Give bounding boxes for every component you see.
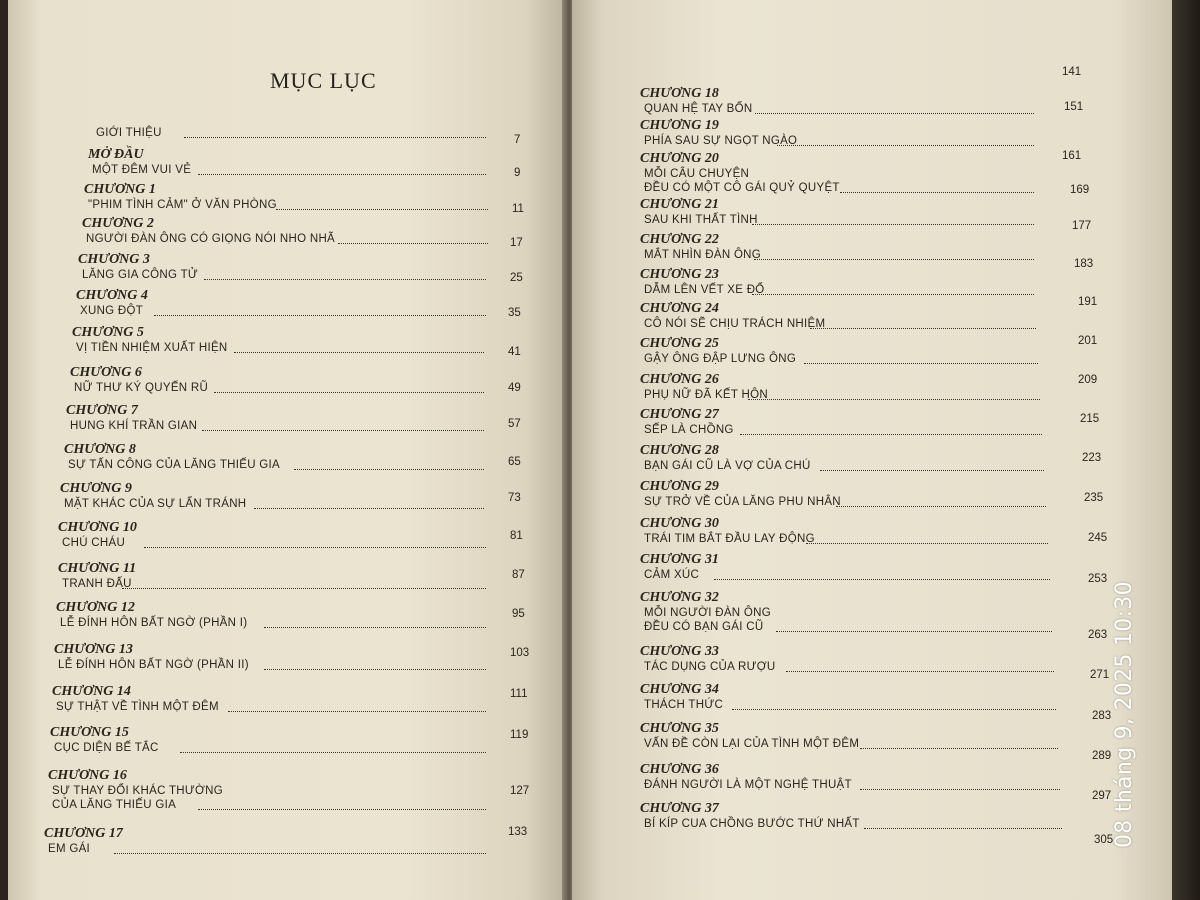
toc-page-number: 151 <box>1064 101 1084 113</box>
toc-entry-title-line: VỊ TIỀN NHIỆM XUẤT HIỆN <box>76 342 228 354</box>
toc-entry-title-line: CHÚ CHÁU <box>62 537 126 549</box>
toc-entry-title <box>644 495 841 509</box>
toc-entry-title-line: BẠN GÁI CŨ LÀ VỢ CỦA CHÚ <box>644 460 811 472</box>
toc-leader-dots <box>254 507 484 509</box>
toc-leader-dots <box>864 827 1062 829</box>
toc-leader-dots <box>214 391 484 393</box>
toc-leader-dots <box>810 327 1036 329</box>
toc-page-number: 127 <box>510 785 530 797</box>
toc-leader-dots <box>860 788 1060 790</box>
toc-entry-title-line: CỦA LĂNG THIẾU GIA <box>52 799 177 811</box>
toc-page-number: 111 <box>510 688 528 700</box>
toc-entry-title-line: MẶT KHÁC CỦA SỰ LẨN TRÁNH <box>64 498 247 510</box>
toc-entry-title <box>96 126 162 140</box>
book-cover-edge <box>1172 0 1200 900</box>
toc-leader-dots <box>786 670 1054 672</box>
toc-entry-title <box>644 248 761 262</box>
toc-page-number: 87 <box>512 569 525 581</box>
toc-entry-title <box>644 102 752 116</box>
toc-page-number: 209 <box>1078 374 1098 386</box>
toc-chapter-label: CHƯƠNG 13 <box>54 642 133 657</box>
toc-entry-title-line: ĐỀU CÓ MỘT CÔ GÁI QUỶ QUYỆT <box>644 182 840 194</box>
toc-entry-title <box>644 459 811 473</box>
toc-page-number: 95 <box>512 608 525 620</box>
toc-entry-title-line: DẪM LÊN VẾT XE ĐỔ <box>644 284 765 296</box>
toc-leader-dots <box>264 668 486 670</box>
toc-entry-title-line: SỰ THAY ĐỔI KHÁC THƯỜNG <box>52 785 224 797</box>
toc-page-number: 119 <box>510 729 529 741</box>
toc-entry-title-line: BÍ KÍP CUA CHỒNG BƯỚC THỨ NHẤT <box>644 818 860 830</box>
toc-entry-title <box>48 842 90 856</box>
toc-chapter-label: CHƯƠNG 23 <box>640 267 719 282</box>
toc-chapter-label: CHƯƠNG 22 <box>640 232 719 247</box>
toc-page-number: 41 <box>508 346 521 358</box>
toc-entry-title-line: LỄ ĐÍNH HÔN BẤT NGỜ (PHẦN II) <box>58 659 249 671</box>
toc-leader-dots <box>860 747 1058 749</box>
toc-entry-title-line: TRANH ĐẤU <box>62 578 132 590</box>
toc-entry-title <box>62 536 125 550</box>
toc-entry-title <box>644 283 765 297</box>
toc-entry-title-line: MỖI CÂU CHUYỆN <box>644 168 750 180</box>
toc-chapter-label: CHƯƠNG 2 <box>82 216 154 231</box>
toc-entry-title <box>644 213 758 227</box>
toc-entry-title <box>82 268 198 282</box>
toc-entry-title <box>644 698 723 712</box>
toc-entry-title-line: LĂNG GIA CÔNG TỬ <box>82 269 199 281</box>
toc-leader-dots <box>754 258 1034 260</box>
toc-entry-title-line: MỖI NGƯỜI ĐÀN ÔNG <box>644 607 772 619</box>
toc-chapter-label: CHƯƠNG 30 <box>640 516 719 531</box>
toc-chapter-label: CHƯƠNG 20 <box>640 151 719 166</box>
toc-page-number: 35 <box>508 307 521 319</box>
toc-leader-dots <box>264 626 486 628</box>
toc-entry-title-line: HUNG KHÍ TRẦN GIAN <box>70 420 198 432</box>
toc-chapter-label: CHƯƠNG 36 <box>640 762 719 777</box>
toc-page-number: 25 <box>510 272 523 284</box>
toc-entry-title-line: SỰ THẬT VỀ TÌNH MỘT ĐÊM <box>56 701 219 713</box>
toc-leader-dots <box>198 173 486 175</box>
toc-page-number: 245 <box>1088 532 1108 544</box>
toc-leader-dots <box>198 808 486 810</box>
toc-chapter-label: CHƯƠNG 28 <box>640 443 719 458</box>
toc-entry-title <box>68 458 280 472</box>
toc-page-number: 133 <box>508 826 528 838</box>
toc-entry-title-line: XUNG ĐỘT <box>80 305 144 317</box>
toc-chapter-label: CHƯƠNG 9 <box>60 481 132 496</box>
toc-page-number: 141 <box>1062 66 1082 78</box>
toc-page-number: 289 <box>1092 750 1112 762</box>
toc-leader-dots <box>234 351 484 353</box>
toc-leader-dots <box>202 429 484 431</box>
toc-entry-title <box>644 423 734 437</box>
toc-entry-title <box>70 419 197 433</box>
toc-page-number: 177 <box>1072 220 1092 232</box>
toc-page-number: 17 <box>510 237 523 249</box>
toc-chapter-label: CHƯƠNG 31 <box>640 552 719 567</box>
toc-chapter-label: CHƯƠNG 29 <box>640 479 719 494</box>
toc-entry-title-line: PHỤ NỮ ĐÃ KẾT HÔN <box>644 389 768 401</box>
toc-chapter-label: CHƯƠNG 4 <box>76 288 148 303</box>
toc-chapter-label: CHƯƠNG 10 <box>58 520 137 535</box>
toc-chapter-label: CHƯƠNG 25 <box>640 336 719 351</box>
toc-entry-title-line: ĐÁNH NGƯỜI LÀ MỘT NGHỆ THUẬT <box>644 779 852 791</box>
toc-leader-dots <box>204 278 486 280</box>
toc-page-number: 103 <box>510 647 530 659</box>
toc-entry-title <box>80 304 143 318</box>
toc-leader-dots <box>755 112 1034 114</box>
toc-page-number: 7 <box>514 134 521 146</box>
toc-chapter-label: CHƯƠNG 24 <box>640 301 719 316</box>
toc-entry-title-line: MẮT NHÌN ĐÀN ÔNG <box>644 249 762 261</box>
toc-entry-title <box>644 606 771 634</box>
toc-page-number: 191 <box>1078 296 1098 308</box>
toc-entry-title-line: GIỚI THIỆU <box>96 127 162 139</box>
toc-chapter-label: CHƯƠNG 1 <box>84 182 156 197</box>
toc-page-number: 9 <box>514 167 521 179</box>
toc-leader-dots <box>144 546 486 548</box>
toc-leader-dots <box>820 469 1044 471</box>
toc-chapter-label: CHƯƠNG 19 <box>640 118 719 133</box>
photo-timestamp: 08 tháng 9, 2025 10:30 <box>1112 581 1137 848</box>
toc-entry-title-line: CỤC DIỆN BẾ TẮC <box>54 742 159 754</box>
toc-entry-title <box>64 497 246 511</box>
toc-entry-title-line: EM GÁI <box>48 843 91 855</box>
toc-entry-title-line: "PHIM TÌNH CẢM" Ở VĂN PHÒNG <box>88 199 277 211</box>
toc-entry-title-line: PHÍA SAU SỰ NGỌT NGÀO <box>644 135 798 147</box>
toc-leader-dots <box>836 505 1046 507</box>
toc-entry-title-line: TRÁI TIM BẮT ĐẦU LAY ĐỘNG <box>644 533 815 545</box>
toc-leader-dots <box>776 630 1052 632</box>
toc-entry-title-line: NỮ THƯ KÝ QUYẾN RŨ <box>74 382 209 394</box>
toc-entry-title-line: GẬY ÔNG ĐẬP LƯNG ÔNG <box>644 353 797 365</box>
toc-entry-title <box>644 737 859 751</box>
toc-chapter-label: CHƯƠNG 11 <box>58 561 137 576</box>
toc-entry-title-line: CẢM XÚC <box>644 569 700 581</box>
toc-leader-dots <box>122 587 486 589</box>
toc-entry-title <box>644 568 699 582</box>
toc-page-number: 297 <box>1092 790 1112 802</box>
toc-leader-dots <box>338 242 488 244</box>
toc-entry-title-line: SỰ TẤN CÔNG CỦA LĂNG THIẾU GIA <box>68 459 281 471</box>
toc-entry-title-line: SỰ TRỞ VỀ CỦA LĂNG PHU NHÂN <box>644 496 841 508</box>
toc-page-number: 305 <box>1094 834 1114 846</box>
toc-entry-title <box>74 381 208 395</box>
toc-page-number: 235 <box>1084 492 1104 504</box>
toc-leader-dots <box>806 542 1048 544</box>
toc-entry-title-line: LỄ ĐÍNH HÔN BẤT NGỜ (PHẦN I) <box>60 617 248 629</box>
right-page <box>572 0 1172 900</box>
toc-leader-dots <box>276 208 488 210</box>
toc-leader-dots <box>180 751 486 753</box>
toc-leader-dots <box>748 398 1040 400</box>
toc-entry-title-line: MỘT ĐÊM VUI VẺ <box>92 164 192 176</box>
toc-entry-title <box>76 341 228 355</box>
toc-entry-title <box>644 134 797 148</box>
toc-entry-title <box>644 817 860 831</box>
toc-page-number: 253 <box>1088 573 1108 585</box>
toc-chapter-label: CHƯƠNG 7 <box>66 403 138 418</box>
toc-leader-dots <box>752 293 1034 295</box>
toc-leader-dots <box>740 433 1042 435</box>
toc-entry-title <box>644 532 815 546</box>
toc-entry-title-line: TÁC DỤNG CỦA RƯỢU <box>644 661 776 673</box>
toc-page-number: 201 <box>1078 335 1098 347</box>
toc-entry-title <box>60 616 247 630</box>
toc-entry-title <box>644 317 825 331</box>
toc-leader-dots <box>804 362 1038 364</box>
toc-chapter-label: CHƯƠNG 18 <box>640 86 719 101</box>
toc-page-number: 271 <box>1090 669 1110 681</box>
toc-chapter-label: MỞ ĐẦU <box>88 147 144 162</box>
toc-chapter-label: CHƯƠNG 15 <box>50 725 129 740</box>
toc-entry-title-line: SAU KHI THẤT TÌNH <box>644 214 758 226</box>
toc-chapter-label: CHƯƠNG 26 <box>640 372 719 387</box>
toc-chapter-label: CHƯƠNG 12 <box>56 600 135 615</box>
toc-entry-title <box>92 163 191 177</box>
toc-page-number: 215 <box>1080 413 1100 425</box>
toc-chapter-label: CHƯƠNG 8 <box>64 442 136 457</box>
toc-page-number: 11 <box>512 203 524 215</box>
toc-page-number: 223 <box>1082 452 1102 464</box>
toc-leader-dots <box>294 468 484 470</box>
toc-page-number: 57 <box>508 418 521 430</box>
toc-chapter-label: CHƯƠNG 27 <box>640 407 719 422</box>
toc-page-number: 161 <box>1062 150 1082 162</box>
toc-chapter-label: CHƯƠNG 6 <box>70 365 142 380</box>
toc-leader-dots <box>154 314 486 316</box>
toc-entry-title-line: CÔ NÓI SẼ CHỊU TRÁCH NHIỆM <box>644 318 826 330</box>
toc-chapter-label: CHƯƠNG 3 <box>78 252 150 267</box>
toc-entry-title <box>56 700 219 714</box>
toc-page-number: 283 <box>1092 710 1112 722</box>
toc-entry-title <box>644 660 775 674</box>
toc-page-number: 263 <box>1088 629 1108 641</box>
toc-entry-title-line: NGƯỜI ĐÀN ÔNG CÓ GIỌNG NÓI NHO NHÃ <box>86 233 336 245</box>
toc-chapter-label: CHƯƠNG 32 <box>640 590 719 605</box>
toc-page-number: 73 <box>508 492 521 504</box>
toc-chapter-label: CHƯƠNG 5 <box>72 325 144 340</box>
toc-entry-title-line: QUAN HỆ TAY BỐN <box>644 103 753 115</box>
toc-page-number: 81 <box>510 530 523 542</box>
toc-chapter-label: CHƯƠNG 16 <box>48 768 127 783</box>
toc-entry-title-line: VẤN ĐỀ CÒN LẠI CỦA TÌNH MỘT ĐÊM <box>644 738 860 750</box>
toc-entry-title-line: SẾP LÀ CHỒNG <box>644 424 734 436</box>
toc-leader-dots <box>184 136 486 138</box>
toc-entry-title <box>88 198 277 212</box>
toc-entry-title <box>58 658 249 672</box>
toc-chapter-label: CHƯƠNG 35 <box>640 721 719 736</box>
toc-entry-title-line: THÁCH THỨC <box>644 699 724 711</box>
toc-leader-dots <box>114 852 486 854</box>
toc-chapter-label: CHƯƠNG 21 <box>640 197 719 212</box>
toc-leader-dots <box>732 708 1056 710</box>
toc-chapter-label: CHƯƠNG 17 <box>44 826 123 841</box>
toc-entry-title <box>86 232 335 246</box>
toc-entry-title <box>644 352 796 366</box>
toc-page-number: 183 <box>1074 258 1094 270</box>
toc-entry-title <box>644 167 840 195</box>
toc-entry-title-line: ĐỀU CÓ BẠN GÁI CŨ <box>644 621 764 633</box>
toc-chapter-label: CHƯƠNG 34 <box>640 682 719 697</box>
toc-chapter-label: CHƯƠNG 37 <box>640 801 719 816</box>
toc-page-number: 65 <box>508 456 521 468</box>
left-page <box>8 0 570 900</box>
toc-leader-dots <box>228 710 486 712</box>
toc-entry-title <box>644 778 852 792</box>
toc-leader-dots <box>714 578 1050 580</box>
toc-title: MỤC LỤC <box>270 68 377 93</box>
toc-chapter-label: CHƯƠNG 14 <box>52 684 131 699</box>
toc-page-number: 49 <box>508 382 521 394</box>
toc-leader-dots <box>752 223 1034 225</box>
toc-entry-title <box>54 741 159 755</box>
toc-chapter-label: CHƯƠNG 33 <box>640 644 719 659</box>
toc-page-number: 169 <box>1070 184 1090 196</box>
toc-leader-dots <box>840 191 1034 193</box>
toc-leader-dots <box>777 144 1034 146</box>
